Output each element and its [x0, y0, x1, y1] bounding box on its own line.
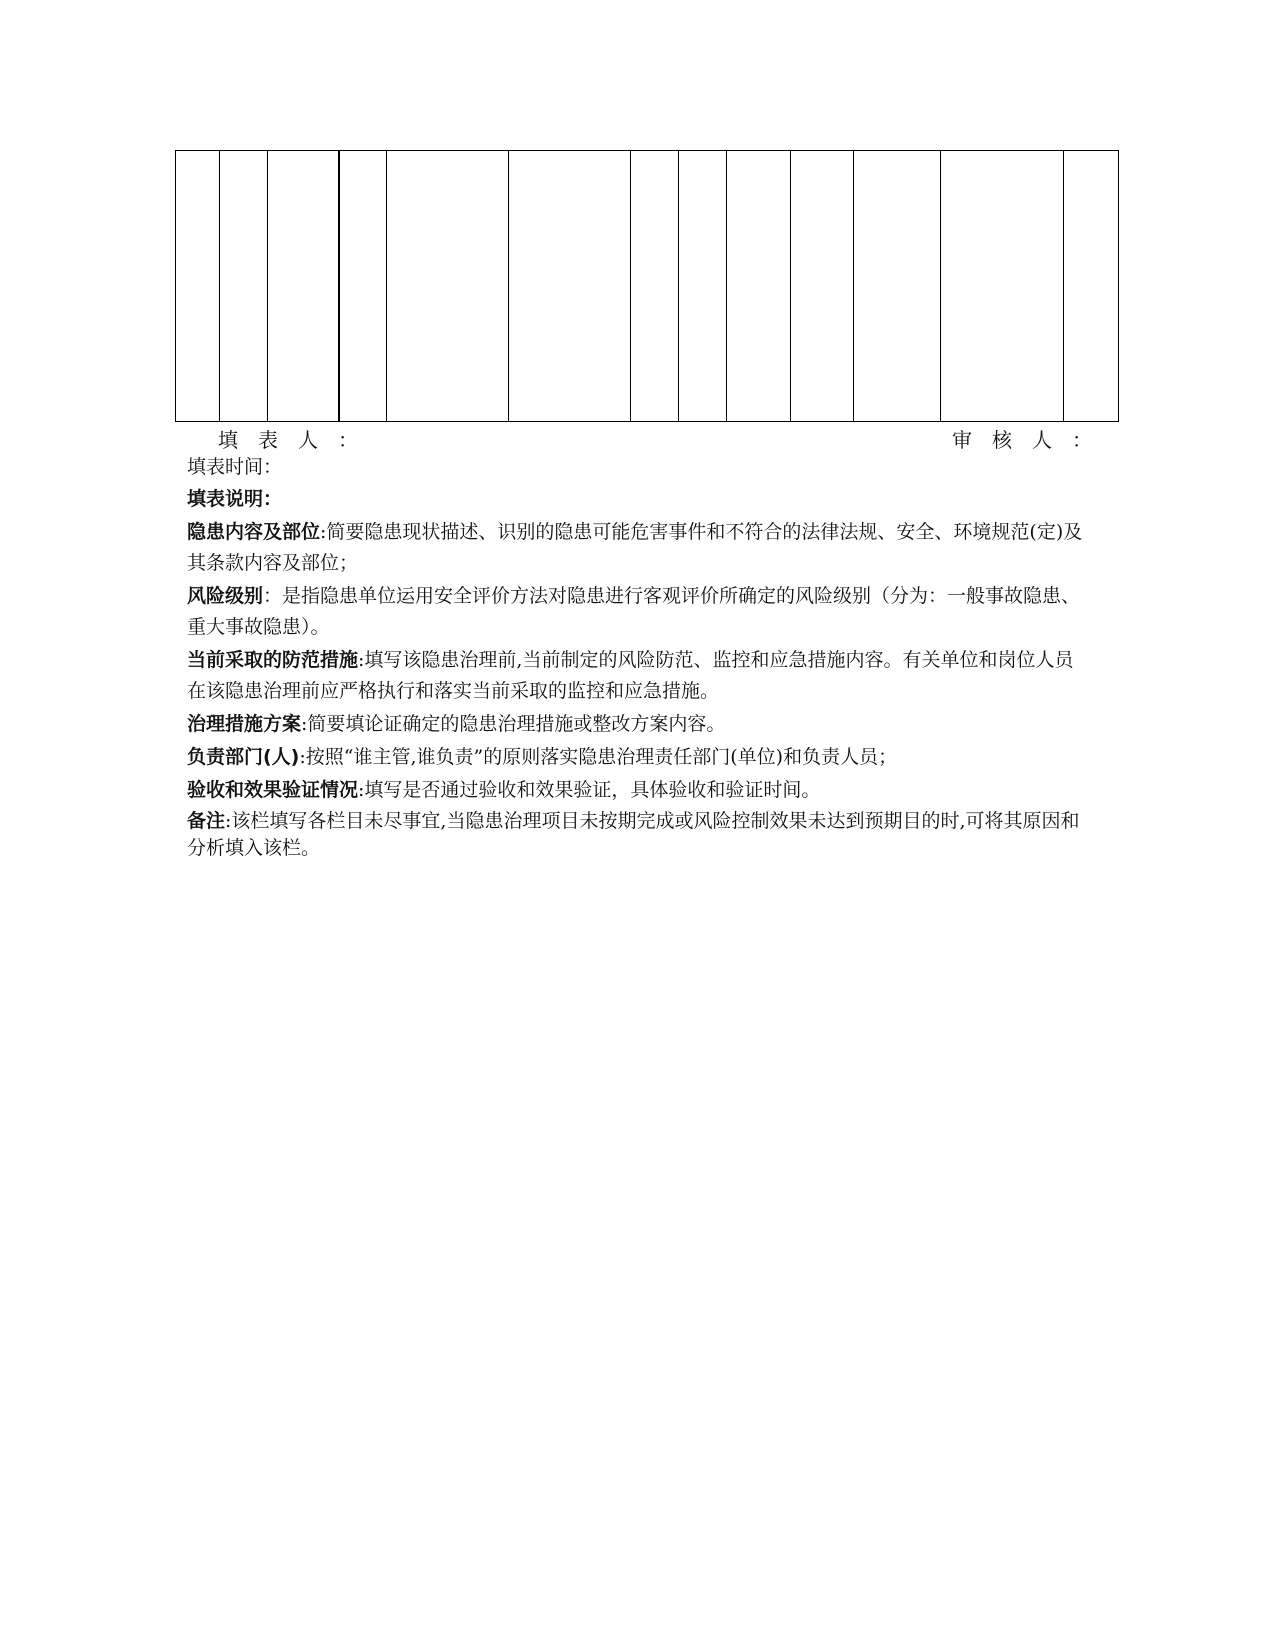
table-row [176, 151, 1119, 422]
instruction-text: ：是指隐患单位运用安全评价方法对隐患进行客观评价所确定的风险级别（分为：一般事故隐患、重大事故隐患）。 [187, 585, 1081, 638]
table-cell [176, 151, 220, 422]
instruction-term: 治理措施方案 [187, 713, 302, 735]
instruction-item [187, 709, 1087, 740]
table-cell [679, 151, 727, 422]
table-cell [941, 151, 1064, 422]
instruction-item [187, 645, 1087, 707]
table-cell [631, 151, 679, 422]
instructions-heading: 填表说明： [187, 488, 283, 510]
instruction-term: 风险级别 [187, 585, 264, 607]
table-cell [1064, 151, 1119, 422]
table-cell [339, 151, 387, 422]
instruction-item [187, 808, 1087, 862]
instruction-text: :按照“谁主管,谁负责”的原则落实隐患治理责任部门(单位)和负责人员； [299, 746, 898, 768]
instruction-item [187, 742, 1087, 773]
table-cell [268, 151, 339, 422]
instruction-term: 隐患内容及部位 [187, 521, 321, 543]
table-cell [387, 151, 509, 422]
table-cell [854, 151, 941, 422]
instruction-text: :该栏填写各栏目未尽事宜,当隐患治理项目未按期完成或风险控制效果未达到预期目的时,可将其原因和分析填入该栏。 [187, 810, 1080, 859]
instruction-text: :填写是否通过验收和效果验证，具体验收和验证时间。 [358, 779, 821, 801]
instruction-item [187, 517, 1087, 579]
table-cell [220, 151, 268, 422]
instruction-text: :简要填论证确定的隐患治理措施或整改方案内容。 [301, 713, 726, 735]
instruction-item [187, 581, 1087, 643]
table-cell [727, 151, 791, 422]
instruction-term: 负责部门(人) [187, 746, 300, 768]
instructions-section [187, 484, 1087, 864]
table-cell [509, 151, 631, 422]
reviewer-label: 审核人： [952, 428, 1112, 452]
instruction-item [187, 775, 1087, 806]
instruction-term: 备注 [187, 810, 226, 832]
instruction-text: :填写该隐患治理前,当前制定的风险防范、监控和应急措施内容。有关单位和岗位人员在该隐患治理前应严格执行和落实当前采取的监控和应急措施。 [187, 649, 1074, 702]
fill-time-label: 填表时间： [187, 456, 283, 478]
instruction-term: 当前采取的防范措施 [187, 649, 359, 671]
hazard-register-table [175, 150, 1119, 422]
table-cell [791, 151, 854, 422]
filler-label: 填表人： [218, 428, 378, 452]
instruction-text: :简要隐患现状描述、识别的隐患可能危害事件和不符合的法律法规、安全、环境规范(定)及其条款内容及部位； [187, 521, 1083, 574]
instruction-term: 验收和效果验证情况 [187, 779, 359, 801]
